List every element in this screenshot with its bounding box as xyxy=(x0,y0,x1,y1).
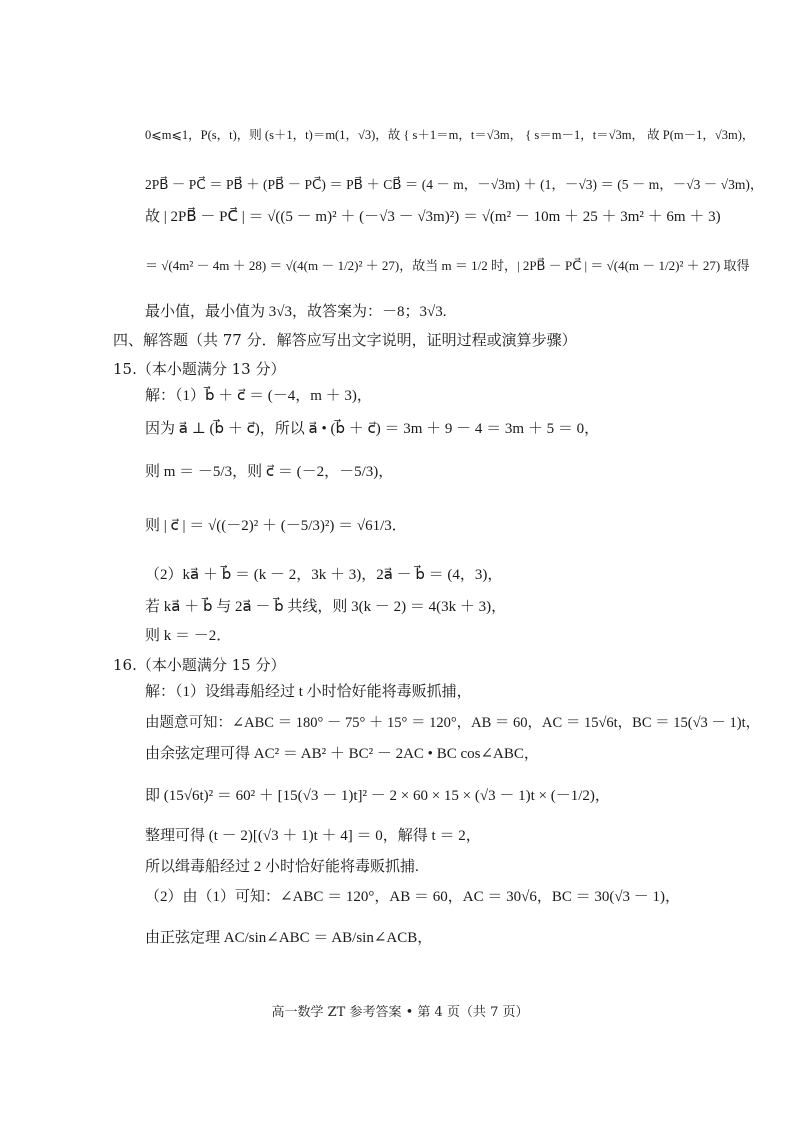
solution-line-1: 0⩽m⩽1，P(s，t)，则 (s＋1，t)＝m(1，√3)，故 { s＋1＝m，t＝√3m， { s＝m－1，t＝√3m， 故 P(m－1，√3m)， xyxy=(145,128,755,142)
solution-line-3: 故 | 2PB⃗ － PC⃗ | ＝ √((5 － m)² ＋ (－√3 － √3m)²) ＝ √(m² － 10m ＋ 25 ＋ 3m² ＋ 6m ＋ 3) xyxy=(145,209,721,225)
p15-line-4: 则 | c⃗ | ＝ √((－2)² ＋ (－5/3)²) ＝ √61/3． xyxy=(145,518,407,534)
section-heading: 四、解答题（共 77 分．解答应写出文字说明，证明过程或演算步骤） xyxy=(113,331,577,349)
p16-line-1: 解：（1）设缉毒船经过 t 小时恰好能将毒贩抓捕， xyxy=(145,684,472,700)
solution-line-2: 2PB⃗ － PC⃗ ＝ PB⃗ ＋ (PB⃗ － PC⃗) ＝ PB⃗ ＋ CB⃗ ＝ (4 － m，－√3m) ＋ (1，－√3) ＝ (5 － m，－√3 － √3m)， xyxy=(145,177,764,192)
p15-line-2: 因为 a⃗ ⊥ (b⃗ ＋ c⃗)，所以 a⃗ • (b⃗ ＋ c⃗) ＝ 3m ＋ 9 － 4 ＝ 3m ＋ 5 ＝ 0， xyxy=(145,421,600,437)
p15-line-3: 则 m ＝ －5/3，则 c⃗ ＝ (－2，－5/3)， xyxy=(145,464,394,480)
p15-line-1: 解：（1）b⃗ ＋ c⃗ ＝ (－4，m ＋ 3)， xyxy=(145,388,372,404)
problem-15-heading: 15.（本小题满分 13 分） xyxy=(113,360,286,378)
page-footer: 高一数学 ZT 参考答案 • 第 4 页（共 7 页） xyxy=(271,1005,529,1020)
p16-line-5: 整理可得 (t － 2)[(√3 ＋ 1)t ＋ 4] ＝ 0，解得 t ＝ 2， xyxy=(145,828,481,844)
p16-line-3: 由余弦定理可得 AC² ＝ AB² ＋ BC² － 2AC • BC cos∠ABC， xyxy=(145,746,539,762)
p15-line-7: 则 k ＝ －2． xyxy=(145,628,232,644)
p16-line-6: 所以缉毒船经过 2 小时恰好能将毒贩抓捕. xyxy=(145,859,419,875)
solution-line-5: 最小值，最小值为 3√3，故答案为：－8；3√3. xyxy=(145,304,447,320)
problem-16-heading: 16.（本小题满分 15 分） xyxy=(113,656,286,674)
p16-line-4: 即 (15√6t)² ＝ 60² ＋ [15(√3 － 1)t]² － 2 × 60 × 15 × (√3 － 1)t × (－1/2)， xyxy=(145,788,610,804)
p15-line-6: 若 ka⃗ ＋ b⃗ 与 2a⃗ － b⃗ 共线，则 3(k － 2) ＝ 4(3k ＋ 3)， xyxy=(145,599,507,615)
solution-line-4: ＝ √(4m² － 4m ＋ 28) ＝ √(4(m － 1/2)² ＋ 27)，故当 m ＝ 1/2 时，| 2PB⃗ － PC⃗ | ＝ √(4(m － 1/2)² ＋ 27) 取得 xyxy=(145,258,750,273)
p16-line-8: 由正弦定理 AC/sin∠ABC ＝ AB/sin∠ACB， xyxy=(145,930,433,946)
p16-line-2: 由题意可知：∠ABC ＝ 180° － 75° ＋ 15° ＝ 120°，AB ＝ 60，AC ＝ 15√6t，BC ＝ 15(√3 － 1)t， xyxy=(145,715,761,731)
p16-line-7: （2）由（1）可知：∠ABC ＝ 120°，AB ＝ 60，AC ＝ 30√6，BC ＝ 30(√3 － 1)， xyxy=(145,889,681,905)
p15-line-5: （2）ka⃗ ＋ b⃗ ＝ (k － 2，3k ＋ 3)，2a⃗ － b⃗ ＝ (4，3)， xyxy=(145,567,503,583)
